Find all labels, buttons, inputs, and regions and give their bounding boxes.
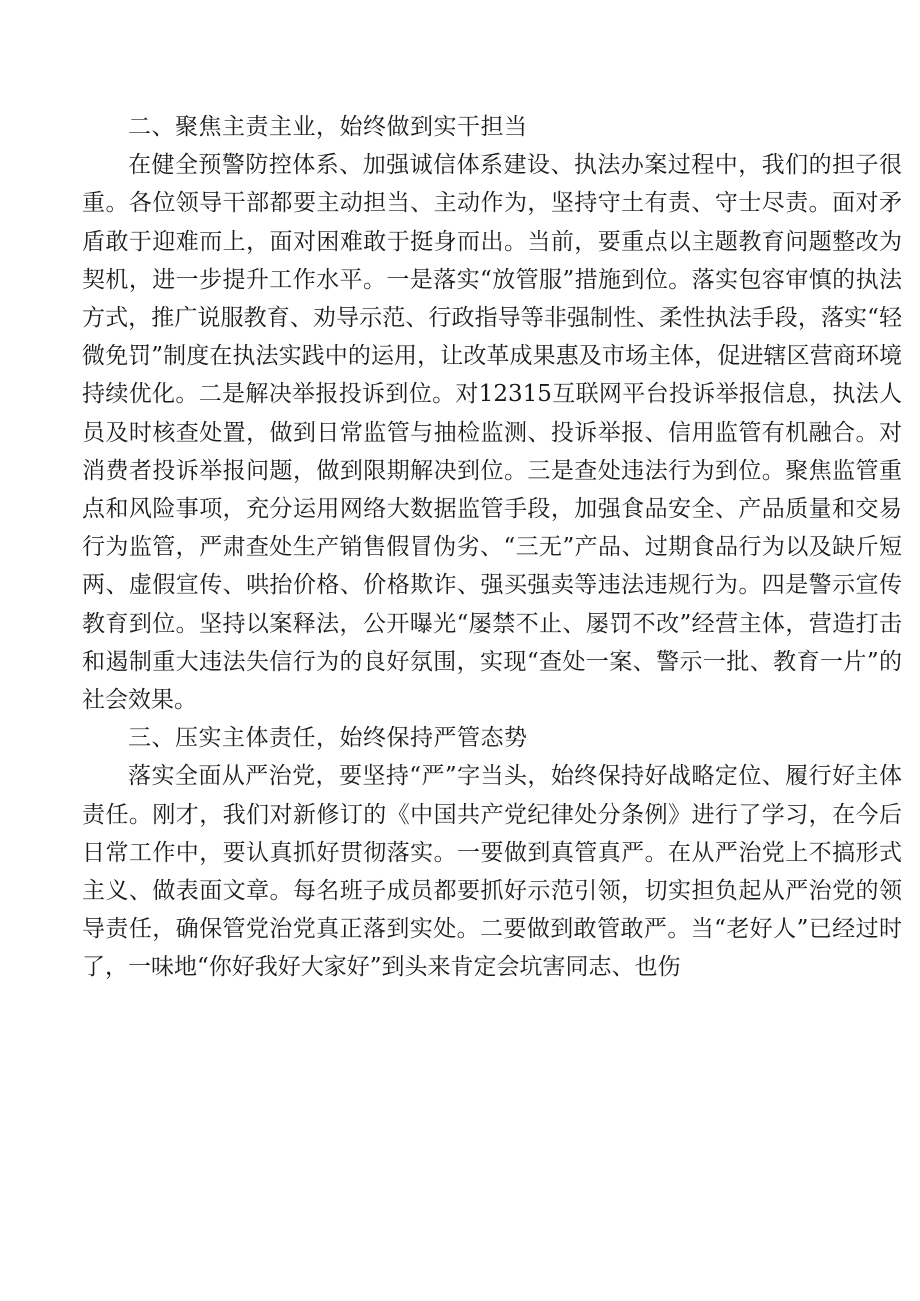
section-paragraph-3: 落实全面从严治党，要坚持“严”字当头，始终保持好战略定位、履行好主体责任。刚才，我们对新修订的《中国共产党纪律处分条例》进行了学习，在今后日常工作中，要认真抓好贯彻落实。一要做到真管真严。在从严治党上不搞形式主义、做表面文章。每名班子成员都要抓好示范引领，切实担负起从严治党的领导责任，确保管党治党真正落到实处。二要做到敢管敢严。当“老好人”已经过时了，一味地“你好我好大家好”到头来肯定会坑害同志、也伤 xyxy=(82,763,902,981)
section-heading-2: 二、聚焦主责主业，始终做到实干担当 xyxy=(128,114,528,140)
section-heading-3: 三、压实主体责任，始终保持严管态势 xyxy=(128,725,528,752)
document-body xyxy=(82,108,902,987)
section-paragraph-2: 在健全预警防控体系、加强诚信体系建设、执法办案过程中，我们的担子很重。各位领导干部都要主动担当、主动作为，坚持守土有责、守士尽责。面对矛盾敢于迎难而上，面对困难敢于挺身而出。当前，要重点以主题教育问题整改为契机，进一步提升工作水平。一是落实“放管服”措施到位。落实包容审慎的执法方式，推广说服教育、劝导示范、行政指导等非强制性、柔性执法手段，落实“轻微免罚”制度在执法实践中的运用，让改革成果惠及市场主体，促进辖区营商环境持续优化。二是解决举报投诉到位。对12315互联网平台投诉举报信息，执法人员及时核查处置，做到日常监管与抽检监测、投诉举报、信用监管有机融合。对消费者投诉举报问题，做到限期解决到位。三是查处违法行为到位。聚焦监管重点和风险事项，充分运用网络大数据监管手段，加强食品安全、产品质量和交易行为监管，严肃查处生产销售假冒伪劣、“三无”产品、过期食品行为以及缺斤短两、虚假宣传、哄抬价格、价格欺诈、强买强卖等违法违规行为。四是警示宣传教育到位。坚持以案释法，公开曝光“屡禁不止、屡罚不改”经营主体，营造打击和遏制重大违法失信行为的良好氛围，实现“查处一案、警示一批、教育一片”的社会效果。 xyxy=(82,152,902,714)
